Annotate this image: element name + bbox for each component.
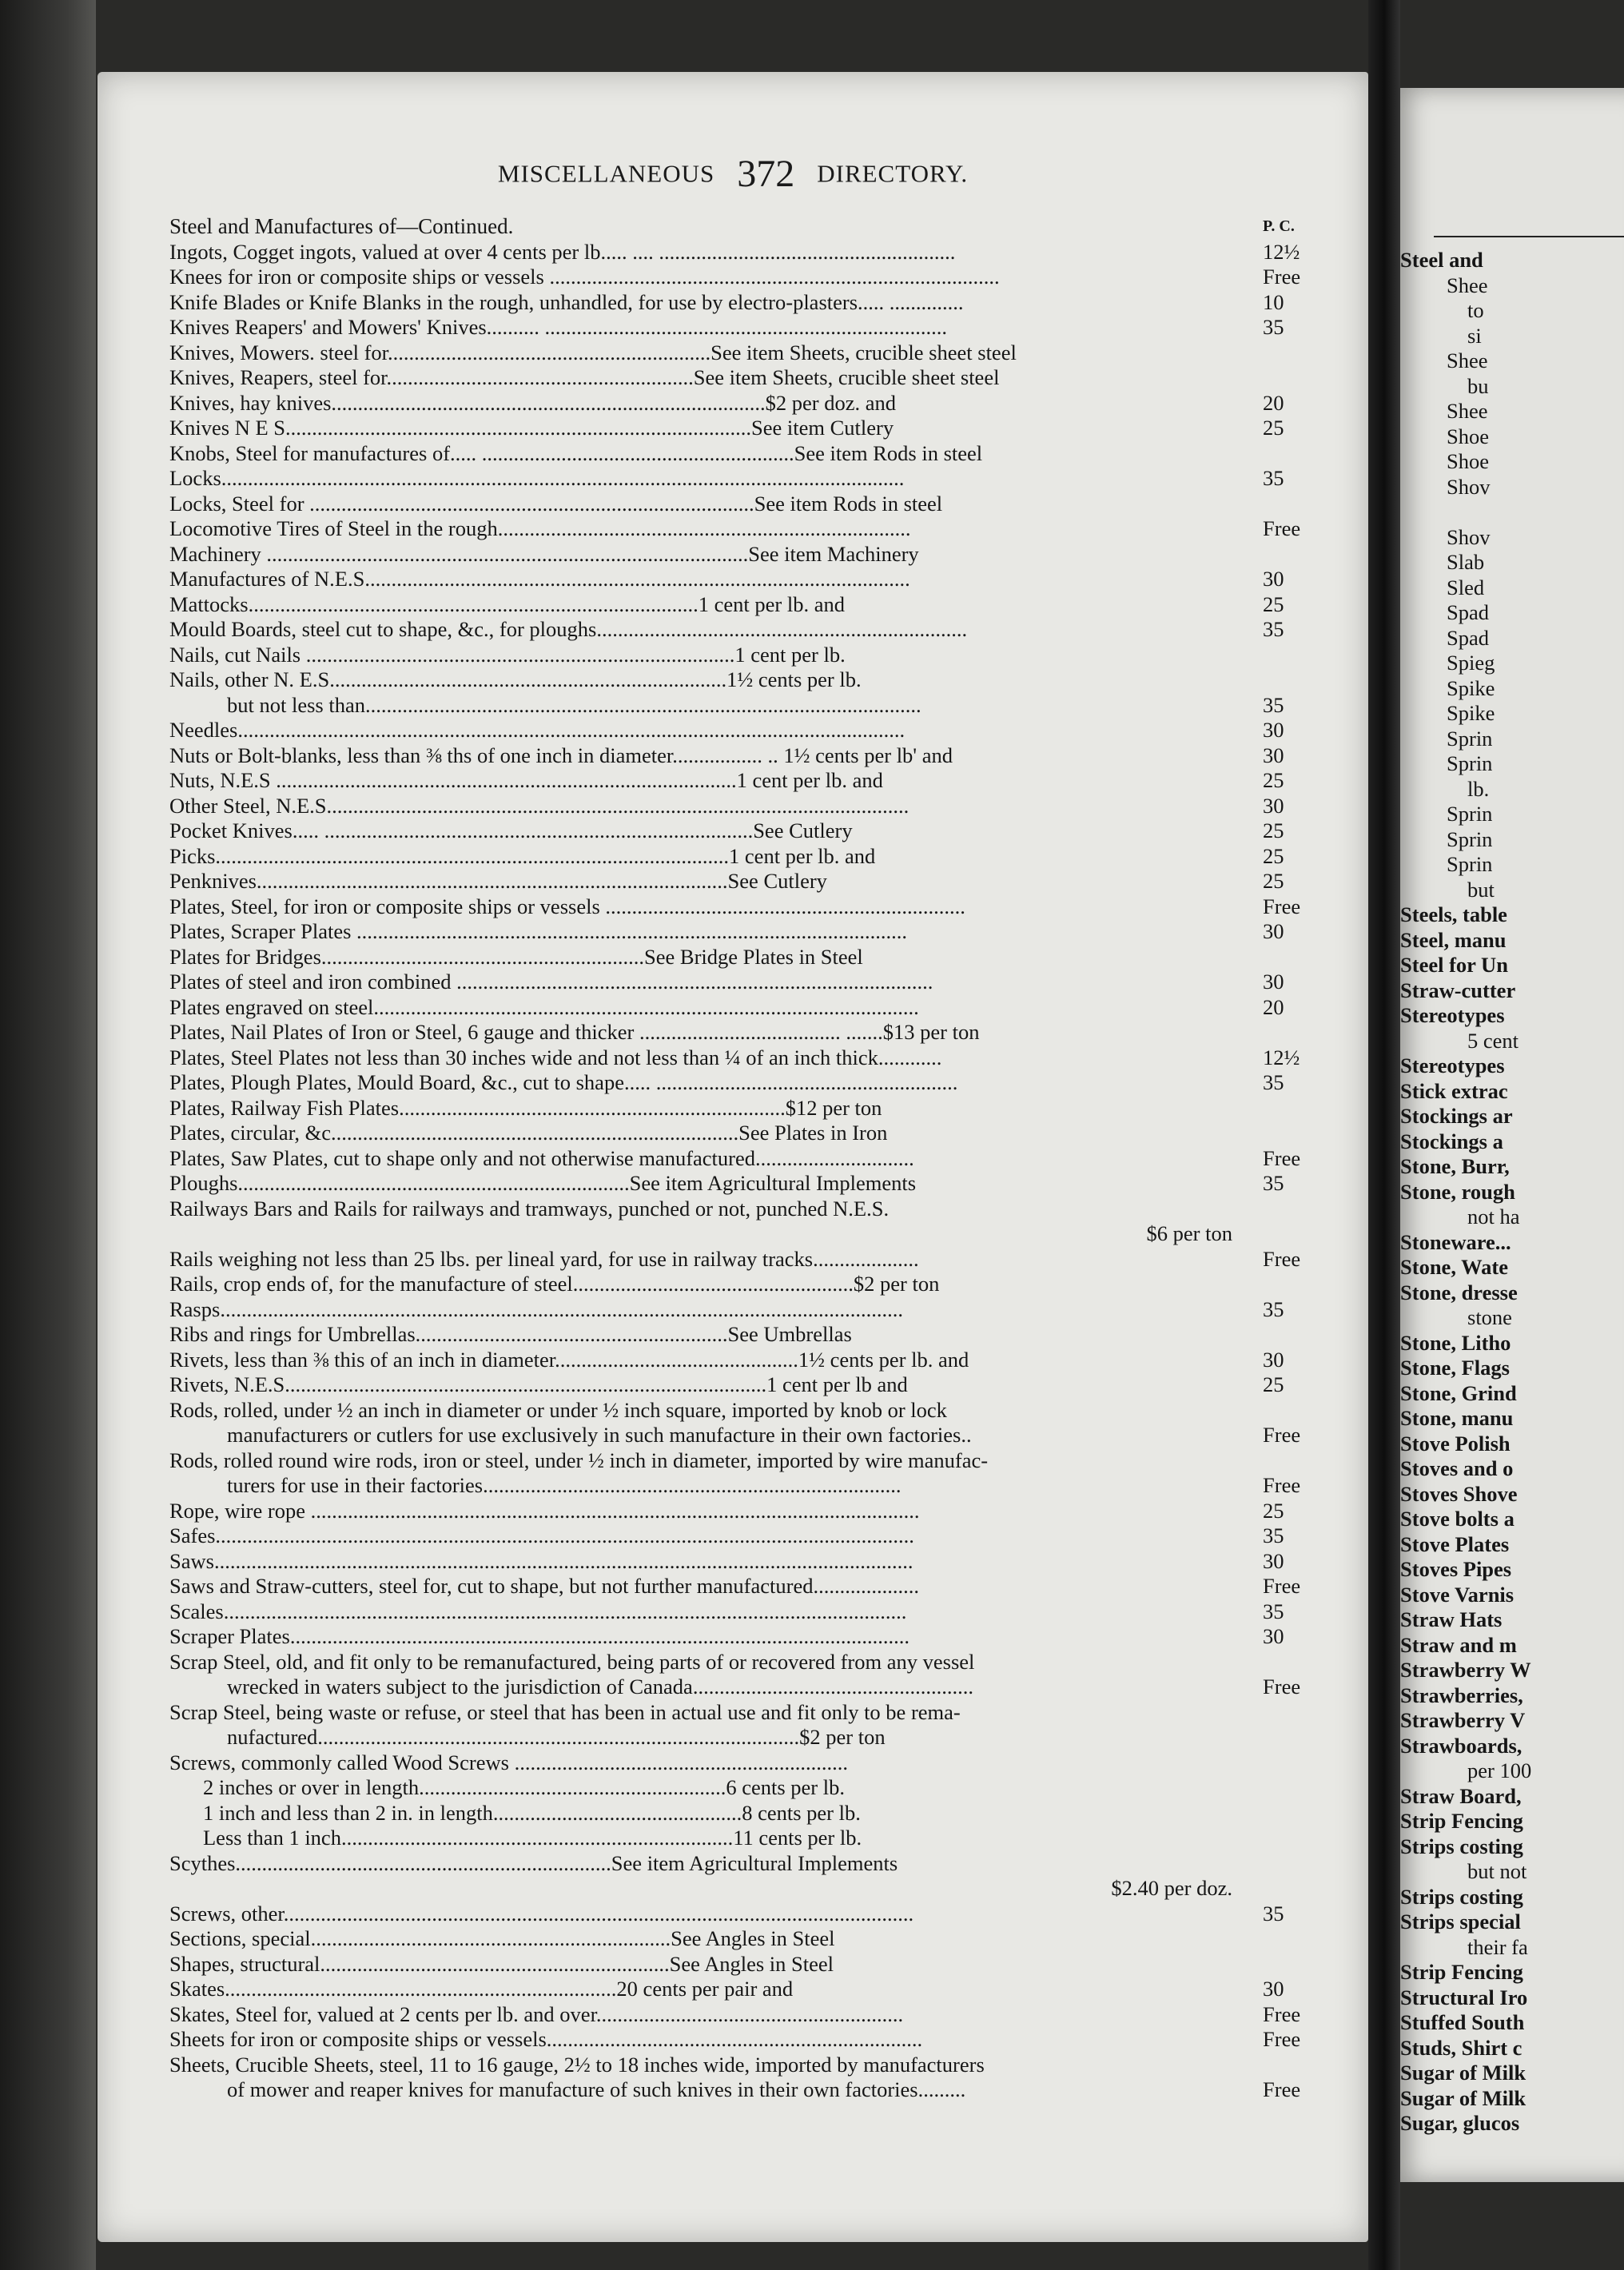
entry-rate: 25 xyxy=(1263,591,1284,616)
entry-row xyxy=(169,290,1352,316)
entry-text: Rods, rolled, under ½ an inch in diameter or under ½ inch square, imported by knob or lock xyxy=(169,1397,947,1422)
entry-rate: 30 xyxy=(1263,919,1284,943)
facing-page-entry: to xyxy=(1467,298,1484,322)
entry-rate: 25 xyxy=(1263,818,1284,842)
entry-rate: 12½ xyxy=(1263,239,1300,264)
facing-page-entry: Shee xyxy=(1447,273,1488,297)
entry-text: 2 inches or over in length..........................................................6 cents per lb. xyxy=(203,1775,845,1799)
entry-row xyxy=(169,1574,1352,1599)
entry-row xyxy=(169,315,1352,340)
entry-text: but not less than......................................................................................................... xyxy=(227,692,921,717)
entry-text: Sheets, Crucible Sheets, steel, 11 to 16 gauge, 2½ to 18 inches wide, imported by manufacturers xyxy=(169,2052,985,2077)
entry-rows xyxy=(169,240,1352,2103)
entry-row xyxy=(169,1372,1352,1398)
entry-row xyxy=(169,1297,1352,1323)
entry-rate: Free xyxy=(1263,2027,1301,2051)
entry-row xyxy=(169,1952,1352,1977)
entry-row xyxy=(169,1146,1352,1172)
entry-row xyxy=(169,365,1352,391)
entry-rate: 25 xyxy=(1263,1372,1284,1396)
entry-text: Rivets, N.E.S...........................................................................................1 cent per lb and xyxy=(169,1372,908,1396)
entry-text: Nails, cut Nails .................................................................................1 cent per lb. xyxy=(169,642,846,667)
entry-rate: 30 xyxy=(1263,718,1284,742)
entry-text: Scrap Steel, old, and fit only to be remanufactured, being parts of or recovered from any vessel xyxy=(169,1649,975,1674)
entry-text: Knives, Reapers, steel for..........................................................See item Sheets, crucible sheet steel xyxy=(169,365,1000,389)
facing-page-entry: Stoves Pipes xyxy=(1400,1557,1512,1581)
entry-rate: Free xyxy=(1263,265,1301,289)
facing-page-entry: Strawberry V xyxy=(1400,1708,1526,1732)
entry-text: Scythes.......................................................................See item Agricultural Implements xyxy=(169,1850,898,1875)
entry-rate: Free xyxy=(1263,516,1301,540)
facing-page-entry: Stoneware... xyxy=(1400,1229,1511,1254)
book-gutter xyxy=(1368,0,1400,2270)
entry-text: Rope, wire rope ................................................................................................................... xyxy=(169,1498,920,1523)
facing-page-entry: Stockings ar xyxy=(1400,1104,1513,1128)
entry-text: 1 inch and less than 2 in. in length...............................................8 cents per lb. xyxy=(203,1800,861,1825)
entry-text: Mould Boards, steel cut to shape, &c., for ploughs...................................................................... xyxy=(169,617,968,641)
facing-page-entry: si xyxy=(1467,323,1482,348)
entry-rate: 30 xyxy=(1263,1977,1284,2001)
facing-page-entry: their fa xyxy=(1467,1934,1528,1959)
facing-page-entry: Stove Plates xyxy=(1400,1531,1510,1556)
entry-row xyxy=(169,340,1352,366)
entry-row xyxy=(169,1221,1352,1247)
entry-row xyxy=(169,1523,1352,1549)
facing-page-entry: 5 cent xyxy=(1467,1028,1519,1053)
entry-text: Rasps................................................................................................................................. xyxy=(169,1296,903,1321)
facing-page-entry: Straw Board, xyxy=(1400,1783,1522,1808)
facing-page-entry: Sprin xyxy=(1447,826,1493,851)
facing-page-entry: Spike xyxy=(1447,675,1495,700)
entry-row xyxy=(169,794,1352,819)
entry-text: Knives, hay knives..................................................................................$2 per doz. and xyxy=(169,390,897,415)
entry-row xyxy=(169,919,1352,945)
facing-page-entry: Stoves Shove xyxy=(1400,1481,1518,1506)
facing-page-entry: Spad xyxy=(1447,625,1489,650)
entry-text: turers for use in their factories............................................................................... xyxy=(227,1473,902,1497)
entry-text: Plates, Plough Plates, Mould Board, &c., cut to shape..... ......................................................... xyxy=(169,1070,958,1094)
entry-row xyxy=(169,542,1352,568)
entry-rate: 30 xyxy=(1263,793,1284,818)
entry-text: Manufactures of N.E.S....................................................................................................... xyxy=(169,567,910,591)
entry-row xyxy=(169,391,1352,416)
entry-rate: 35 xyxy=(1263,1901,1284,1926)
entry-row xyxy=(169,1926,1352,1952)
facing-page-entry: Stone, Wate xyxy=(1400,1255,1508,1279)
facing-page-entry: Stereotypes xyxy=(1400,1003,1505,1027)
facing-page-entry: Shov xyxy=(1447,474,1491,499)
facing-page-entry: Shov xyxy=(1447,524,1491,549)
entry-row xyxy=(169,1725,1352,1750)
entry-row xyxy=(169,743,1352,769)
entry-rate: 20 xyxy=(1263,390,1284,415)
facing-page-entry: Shoe xyxy=(1447,424,1489,448)
facing-page-entry: Straw Hats xyxy=(1400,1607,1503,1631)
facing-page-entry: Steel, manu xyxy=(1400,927,1507,952)
entry-text: manufacturers or cutlers for use exclusively in such manufacture in their own factories.. xyxy=(227,1423,972,1447)
entry-text: $6 per ton xyxy=(1146,1221,1232,1245)
facing-page-entry: Stone, Burr, xyxy=(1400,1154,1510,1178)
facing-page-entry: Strip Fencing xyxy=(1400,1809,1523,1833)
facing-page-entry: Stone, dresse xyxy=(1400,1280,1518,1304)
entry-text: Scraper Plates..................................................................................................................... xyxy=(169,1624,910,1648)
entry-row xyxy=(169,1876,1352,1902)
entry-text: Plates, Saw Plates, cut to shape only and not otherwise manufactured.............................. xyxy=(169,1145,914,1170)
entry-row xyxy=(169,1977,1352,2002)
facing-page-entry: Strips costing xyxy=(1400,1884,1523,1909)
facing-page-entry: Strips special xyxy=(1400,1910,1521,1933)
entry-rate: 35 xyxy=(1263,1296,1284,1321)
entry-row xyxy=(169,718,1352,743)
facing-page-entry: Shee xyxy=(1447,348,1488,372)
entry-text: Ribs and rings for Umbrellas...........................................................See Umbrellas xyxy=(169,1322,852,1346)
facing-page-entry: Sprin xyxy=(1447,751,1493,775)
entry-row xyxy=(169,1851,1352,1877)
facing-page-entry: Strawberry W xyxy=(1400,1658,1531,1682)
entry-row xyxy=(169,1171,1352,1197)
facing-page-entry: Sprin xyxy=(1447,802,1493,826)
entry-text: $2.40 per doz. xyxy=(1111,1876,1232,1900)
entry-row xyxy=(169,516,1352,542)
facing-page-entry: Straw and m xyxy=(1400,1632,1517,1657)
entry-row xyxy=(169,1650,1352,1675)
section-heading: Steel and Manufactures of—Continued. xyxy=(169,214,514,238)
facing-page-entry: Strawberries, xyxy=(1400,1683,1523,1707)
entry-text: Locks................................................................................................................................. xyxy=(169,466,905,490)
entry-row xyxy=(169,2002,1352,2028)
facing-page-entry: Straw-cutter xyxy=(1400,978,1516,1002)
entry-rate: 35 xyxy=(1263,1070,1284,1094)
entry-rate: 25 xyxy=(1263,768,1284,792)
entry-row xyxy=(169,265,1352,290)
entry-row xyxy=(169,617,1352,643)
entry-rate: 35 xyxy=(1263,1523,1284,1547)
entry-row xyxy=(169,844,1352,870)
facing-page-entry: Stockings a xyxy=(1400,1129,1503,1153)
entry-text: Rails, crop ends of, for the manufacture of steel.....................................................$2 per ton xyxy=(169,1272,940,1296)
facing-page-entry: per 100 xyxy=(1467,1758,1532,1782)
entry-row xyxy=(169,1247,1352,1272)
entry-text: Knives Reapers' and Mowers' Knives.......... ............................................................................ xyxy=(169,315,948,339)
entry-row xyxy=(169,1750,1352,1776)
entry-text: Sheets for iron or composite ships or vessels....................................................................... xyxy=(169,2027,923,2051)
entry-row xyxy=(169,1448,1352,1474)
page-header xyxy=(98,152,1368,196)
rate-column-header: P. C. xyxy=(1263,217,1295,235)
entry-text: Knives, Mowers. steel for.............................................................See item Sheets, crucible sheet steel xyxy=(169,340,1017,364)
entry-row xyxy=(169,1070,1352,1096)
entry-rate: Free xyxy=(1263,2001,1301,2026)
entry-text: Pocket Knives..... .................................................................................See Cutlery xyxy=(169,818,853,842)
facing-page-entry: Sugar of Milk xyxy=(1400,2085,1526,2110)
facing-page-entry: Steel and xyxy=(1400,248,1483,272)
facing-page-rule xyxy=(1434,236,1624,237)
tariff-entry-list xyxy=(169,214,1352,2103)
entry-text: Saws.................................................................................................................................... xyxy=(169,1548,914,1573)
facing-page-entry: Stone, Flags xyxy=(1400,1356,1510,1380)
facing-page-entry: Strips costing xyxy=(1400,1834,1523,1858)
entry-row xyxy=(169,667,1352,693)
entry-text: Nuts, N.E.S .......................................................................................1 cent per lb. and xyxy=(169,768,883,792)
entry-text: Safes.................................................................................................................................... xyxy=(169,1523,914,1547)
entry-rate: 25 xyxy=(1263,869,1284,893)
entry-text: Plates engraved on steel....................................................................................................... xyxy=(169,994,919,1019)
facing-page-entry xyxy=(1400,500,1624,525)
entry-text: Skates, Steel for, valued at 2 cents per lb. and over.......................................................... xyxy=(169,2001,904,2026)
facing-page-entry: Stone, manu xyxy=(1400,1406,1514,1430)
entry-text: Ingots, Cogget ingots, valued at over 4 cents per lb..... .... ........................................................ xyxy=(169,239,956,264)
entry-rate: 35 xyxy=(1263,692,1284,717)
entry-text: Machinery ...........................................................................................See item Machinery xyxy=(169,541,919,566)
entry-rate: Free xyxy=(1263,894,1301,918)
facing-page-entry: Shoe xyxy=(1447,449,1489,473)
entry-rate: 25 xyxy=(1263,416,1284,440)
facing-page-entry: Strawboards, xyxy=(1400,1733,1522,1758)
entry-text: Screws, commonly called Wood Screws ............................................................... xyxy=(169,1750,848,1774)
entry-text: Penknives.........................................................................................See Cutlery xyxy=(169,869,827,893)
entry-text: Plates for Bridges.............................................................See Bridge Plates in Steel xyxy=(169,944,863,969)
entry-text: Plates, Scraper Plates ........................................................................................................ xyxy=(169,919,908,943)
entry-rate: 25 xyxy=(1263,1498,1284,1523)
entry-row xyxy=(169,1599,1352,1625)
facing-page-entry: bu xyxy=(1467,373,1489,398)
entry-row xyxy=(169,1348,1352,1373)
entry-text: Mattocks.....................................................................................1 cent per lb. and xyxy=(169,591,845,616)
entry-row xyxy=(169,1499,1352,1524)
entry-rate: Free xyxy=(1263,1675,1301,1699)
entry-text: Plates, Nail Plates of Iron or Steel, 6 gauge and thicker ...................................... .......$13 per ton xyxy=(169,1020,980,1044)
entry-text: Scales................................................................................................................................. xyxy=(169,1599,907,1623)
entry-row xyxy=(169,894,1352,920)
entry-text: Knees for iron or composite ships or vessels ..................................................................................... xyxy=(169,265,1000,289)
entry-text: Shapes, structural..................................................................See Angles in Steel xyxy=(169,1951,834,1976)
entry-rate: 30 xyxy=(1263,970,1284,994)
facing-page-entry: but not xyxy=(1467,1859,1527,1883)
entry-text: Rods, rolled round wire rods, iron or steel, under ½ inch in diameter, imported by wire manufac- xyxy=(169,1448,989,1472)
entry-rate: 10 xyxy=(1263,289,1284,314)
entry-row xyxy=(169,416,1352,441)
entry-row xyxy=(169,1096,1352,1121)
entry-row xyxy=(169,1902,1352,1927)
entry-row xyxy=(169,945,1352,970)
entry-text: Less than 1 inch..........................................................................11 cents per lb. xyxy=(203,1826,862,1850)
entry-text: Nails, other N. E.S...........................................................................1½ cents per lb. xyxy=(169,667,862,691)
facing-page-entry: stone xyxy=(1467,1305,1512,1329)
entry-row xyxy=(169,1826,1352,1851)
entry-row xyxy=(169,1700,1352,1726)
entry-text: Locomotive Tires of Steel in the rough.............................................................................. xyxy=(169,516,911,540)
facing-page-entry: Shee xyxy=(1447,399,1488,423)
facing-page-entry: Strip Fencing xyxy=(1400,1960,1523,1984)
facing-page-entry: Stone, Grind xyxy=(1400,1380,1517,1405)
entry-row xyxy=(169,693,1352,719)
entry-row xyxy=(169,1423,1352,1448)
entry-row xyxy=(169,1801,1352,1826)
entry-rate: 30 xyxy=(1263,743,1284,767)
entry-text: wrecked in waters subject to the jurisdiction of Canada..................................................... xyxy=(227,1675,973,1699)
section-heading-row xyxy=(169,214,1352,240)
entry-row xyxy=(169,2077,1352,2103)
entry-rate: 12½ xyxy=(1263,1045,1300,1069)
entry-row xyxy=(169,466,1352,492)
entry-rate: Free xyxy=(1263,1423,1301,1447)
facing-page-entry: Sprin xyxy=(1447,852,1493,876)
entry-text: Plates, Steel Plates not less than 30 inches wide and not less than ¼ of an inch thick............ xyxy=(169,1045,942,1069)
facing-page xyxy=(1400,88,1624,2182)
entry-rate: 35 xyxy=(1263,315,1284,339)
entry-text: Rails weighing not less than 25 lbs. per lineal yard, for use in railway tracks.................... xyxy=(169,1246,919,1271)
facing-page-entry: Sprin xyxy=(1447,726,1493,751)
entry-text: Nuts or Bolt-blanks, less than ⅜ ths of one inch in diameter................. .. 1½ cents per lb' and xyxy=(169,743,953,767)
entry-row xyxy=(169,492,1352,517)
facing-page-entry: Stick extrac xyxy=(1400,1078,1508,1103)
entry-row xyxy=(169,1549,1352,1575)
entry-text: Needles.............................................................................................................................. xyxy=(169,718,906,742)
entry-row xyxy=(169,995,1352,1021)
entry-rate: Free xyxy=(1263,1145,1301,1170)
entry-text: Plates, circular, &c.............................................................................See Plates in Iron xyxy=(169,1121,888,1145)
facing-page-entry: Stove Varnis xyxy=(1400,1582,1515,1607)
entry-text: Ploughs..........................................................................See item Agricultural Implements xyxy=(169,1171,917,1195)
facing-page-entry: lb. xyxy=(1467,776,1490,801)
facing-page-entry: Studs, Shirt c xyxy=(1400,2035,1522,2060)
entry-rate: 25 xyxy=(1263,843,1284,868)
entry-text: Saws and Straw-cutters, steel for, cut to shape, but not further manufactured.................... xyxy=(169,1574,919,1598)
entry-row xyxy=(169,1197,1352,1222)
facing-page-entry: Sled xyxy=(1447,575,1485,599)
entry-row xyxy=(169,1045,1352,1071)
entry-rate: 35 xyxy=(1263,1599,1284,1623)
facing-page-entries xyxy=(1400,248,1624,2137)
entry-text: Plates of steel and iron combined .......................................................................................... xyxy=(169,970,933,994)
entry-rate: 35 xyxy=(1263,1171,1284,1195)
entry-row xyxy=(169,643,1352,668)
entry-row xyxy=(169,1675,1352,1700)
facing-page-entry: Stoves and o xyxy=(1400,1456,1514,1480)
entry-rate: 30 xyxy=(1263,1624,1284,1648)
entry-text: Locks, Steel for ....................................................................................See item Rods in steel xyxy=(169,491,943,516)
facing-page-entry: Sugar of Milk xyxy=(1400,2061,1526,2085)
entry-rate: 20 xyxy=(1263,994,1284,1019)
entry-row xyxy=(169,818,1352,844)
entry-row xyxy=(169,1473,1352,1499)
entry-row xyxy=(169,441,1352,467)
entry-row xyxy=(169,592,1352,618)
entry-text: Knobs, Steel for manufactures of..... ...........................................................See item Rods in steel xyxy=(169,440,983,465)
facing-page-entry: Structural Iro xyxy=(1400,1985,1528,2009)
page-number: 372 xyxy=(737,153,795,195)
entry-text: of mower and reaper knives for manufacture of such knives in their own factories......... xyxy=(227,2077,966,2101)
entry-text: Railways Bars and Rails for railways and tramways, punched or not, punched N.E.S. xyxy=(169,1196,890,1221)
entry-row xyxy=(169,970,1352,995)
entry-rate: Free xyxy=(1263,1473,1301,1497)
entry-rate: Free xyxy=(1263,2077,1301,2101)
entry-row xyxy=(169,1020,1352,1045)
entry-rate: 35 xyxy=(1263,466,1284,490)
facing-page-entry: Stone, Litho xyxy=(1400,1330,1511,1355)
facing-page-entry: Steel for Un xyxy=(1400,953,1508,977)
entry-text: Screws, other....................................................................................................................... xyxy=(169,1901,914,1926)
facing-page-entry: Stone, rough xyxy=(1400,1179,1515,1204)
facing-page-entry: Stereotypes xyxy=(1400,1053,1505,1077)
header-left-word: MISCELLANEOUS xyxy=(497,159,715,188)
scan-background-edge xyxy=(0,0,96,2270)
entry-rate: 35 xyxy=(1263,617,1284,641)
entry-rate: Free xyxy=(1263,1246,1301,1271)
entry-row xyxy=(169,2027,1352,2053)
entry-row xyxy=(169,1272,1352,1297)
facing-page-entry: Stove Polish xyxy=(1400,1431,1511,1456)
entry-row xyxy=(169,869,1352,894)
entry-row xyxy=(169,240,1352,265)
entry-row xyxy=(169,1775,1352,1801)
entry-row xyxy=(169,567,1352,592)
entry-text: Sections, special....................................................................See Angles in Steel xyxy=(169,1926,835,1950)
facing-page-entry: Stuffed South xyxy=(1400,2010,1525,2034)
entry-rate: Free xyxy=(1263,1574,1301,1598)
facing-page-entry: Spike xyxy=(1447,701,1495,725)
entry-text: Other Steel, N.E.S.............................................................................................................. xyxy=(169,793,910,818)
facing-page-entry: Stove bolts a xyxy=(1400,1507,1515,1531)
facing-page-entry: Spieg xyxy=(1447,651,1495,675)
header-right-word: DIRECTORY. xyxy=(817,159,969,188)
entry-text: Plates, Steel, for iron or composite ships or vessels .................................................................... xyxy=(169,894,965,918)
entry-text: Scrap Steel, being waste or refuse, or steel that has been in actual use and fit only to be rema- xyxy=(169,1699,961,1724)
entry-text: Knives N E S........................................................................................See item Cutlery xyxy=(169,416,894,440)
entry-text: Plates, Railway Fish Plates.........................................................................$12 per ton xyxy=(169,1095,882,1120)
facing-page-entry: Sugar, glucos xyxy=(1400,2111,1520,2135)
facing-page-entry: Slab xyxy=(1447,550,1485,574)
facing-page-entry: not ha xyxy=(1467,1205,1520,1229)
entry-rate: 30 xyxy=(1263,567,1284,591)
entry-row xyxy=(169,1398,1352,1424)
entry-text: Rivets, less than ⅜ this of an inch in diameter..............................................1½ cents per lb. and xyxy=(169,1347,969,1372)
entry-row xyxy=(169,2053,1352,2078)
facing-page-entry: Steels, table xyxy=(1400,902,1507,926)
entry-text: Skates..........................................................................20 cents per pair and xyxy=(169,1977,794,2001)
facing-page-entry: Spad xyxy=(1447,600,1489,624)
facing-page-entry: but xyxy=(1467,877,1495,902)
entry-rate: 30 xyxy=(1263,1347,1284,1372)
entry-text: nufactured...........................................................................................$2 per ton xyxy=(227,1725,886,1749)
entry-row xyxy=(169,1322,1352,1348)
entry-row xyxy=(169,1624,1352,1650)
entry-text: Picks.................................................................................................1 cent per lb. and xyxy=(169,843,876,868)
entry-rate: 30 xyxy=(1263,1548,1284,1573)
entry-text: Knife Blades or Knife Blanks in the rough, unhandled, for use by electro-plasters..... .............. xyxy=(169,289,964,314)
directory-page xyxy=(98,72,1368,2242)
entry-row xyxy=(169,1121,1352,1146)
entry-row xyxy=(169,768,1352,794)
